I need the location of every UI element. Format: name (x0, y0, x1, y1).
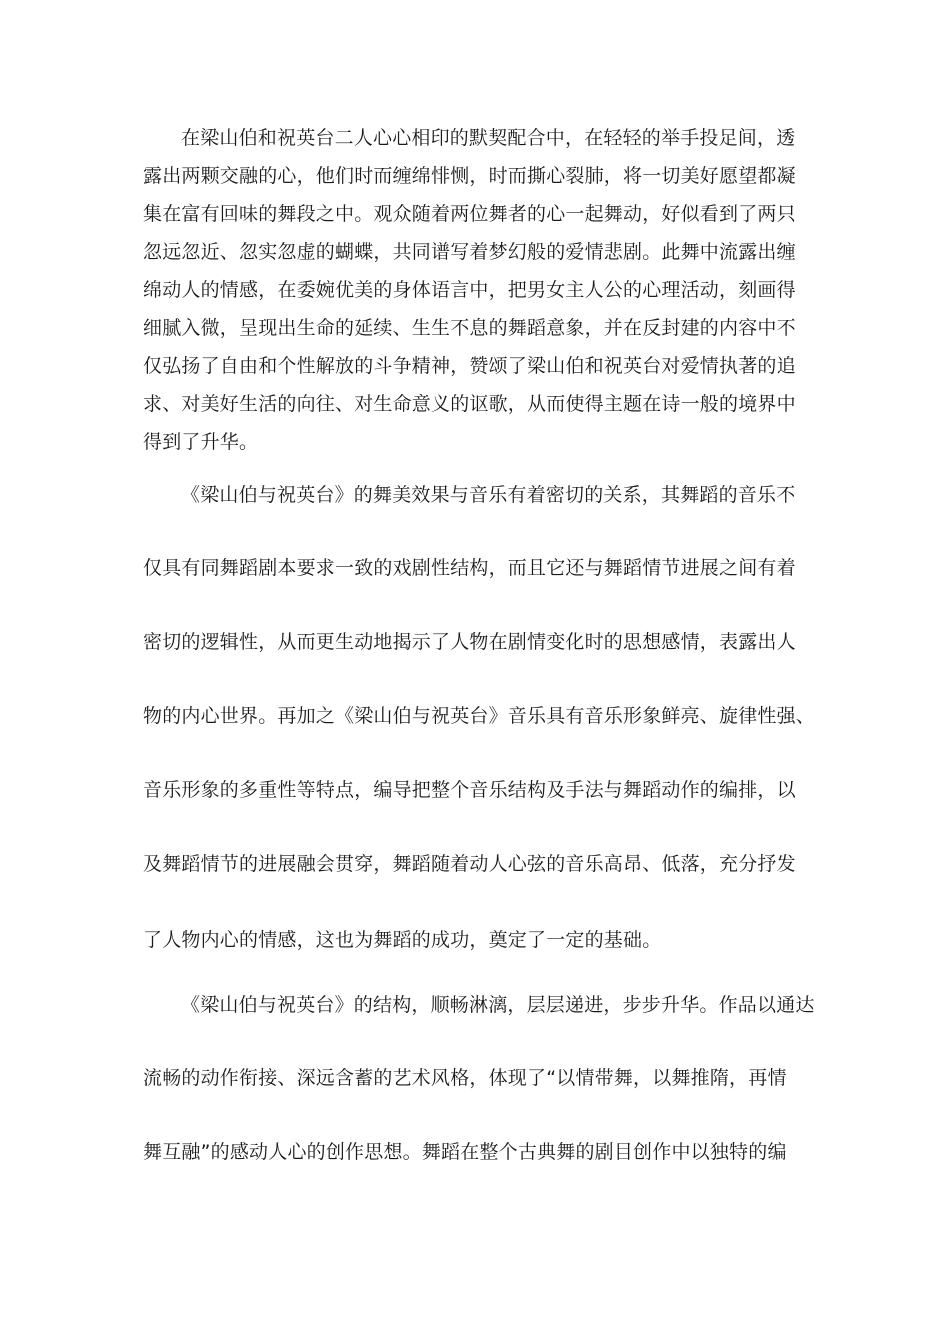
paragraph-1-line-1: 在梁山伯和祝英台二人心心相印的默契配合中，在轻轻的举手投足间，透 (181, 127, 796, 149)
paragraph-1-line-7: 仅弘扬了自由和个性解放的斗争精神，赞颂了梁山伯和祝英台对爱情执著的追 (143, 355, 796, 377)
paragraph-3-line-2: 流畅的动作衔接、深远含蓄的艺术风格，体现了“以情带舞，以舞推隋，再情 (143, 1067, 787, 1089)
paragraph-2-line-1: 《梁山伯与祝英台》的舞美效果与音乐有着密切的关系，其舞蹈的音乐不 (181, 484, 796, 506)
paragraph-3-line-3: 舞互融”的感动人心的创作思想。舞蹈在整个古典舞的剧目创作中以独特的编 (143, 1141, 787, 1163)
paragraph-1-line-5: 绵动人的情感，在委婉优美的身体语言中，把男女主人公的心理活动，刻画得 (143, 279, 796, 301)
paragraph-1-line-8: 求、对美好生活的向往、对生命意义的讴歌，从而使得主题在诗一般的境界中 (143, 393, 796, 415)
paragraph-3-line-1: 《梁山伯与祝英台》的结构，顺畅淋漓，层层递进，步步升华。作品以通达 (181, 994, 815, 1016)
paragraph-1-line-6: 细腻入微，呈现出生命的延续、生生不息的舞蹈意象，并在反封建的内容中不 (143, 317, 796, 339)
paragraph-2-line-5: 音乐形象的多重性等特点，编导把整个音乐结构及手法与舞蹈动作的编排，以 (143, 779, 796, 801)
paragraph-2-line-7: 了人物内心的情感，这也为舞蹈的成功，奠定了一定的基础。 (143, 929, 662, 951)
paragraph-1-line-4: 忽远忽近、忽实忽虚的蝴蝶，共同谱写着梦幻般的爱情悲剧。此舞中流露出缠 (143, 241, 796, 263)
paragraph-2-line-2: 仅具有同舞蹈剧本要求一致的戏剧性结构，而且它还与舞蹈情节进展之间有着 (143, 557, 796, 579)
paragraph-1-line-2: 露出两颗交融的心，他们时而缠绵悱恻，时而撕心裂肺，将一切美好愿望都凝 (143, 165, 796, 187)
paragraph-2-line-4: 物的内心世界。再加之《梁山伯与祝英台》音乐具有音乐形象鲜亮、旋律性强、 (143, 705, 816, 727)
paragraph-2-line-3: 密切的逻辑性，从而更生动地揭示了人物在剧情变化时的思想感情，表露出人 (143, 631, 796, 653)
paragraph-1-line-3: 集在富有回味的舞段之中。观众随着两位舞者的心一起舞动，好似看到了两只 (143, 203, 796, 225)
paragraph-1-line-9: 得到了升华。 (143, 431, 259, 453)
paragraph-2-line-6: 及舞蹈情节的进展融会贯穿，舞蹈随着动人心弦的音乐高昂、低落，充分抒发 (143, 853, 796, 875)
